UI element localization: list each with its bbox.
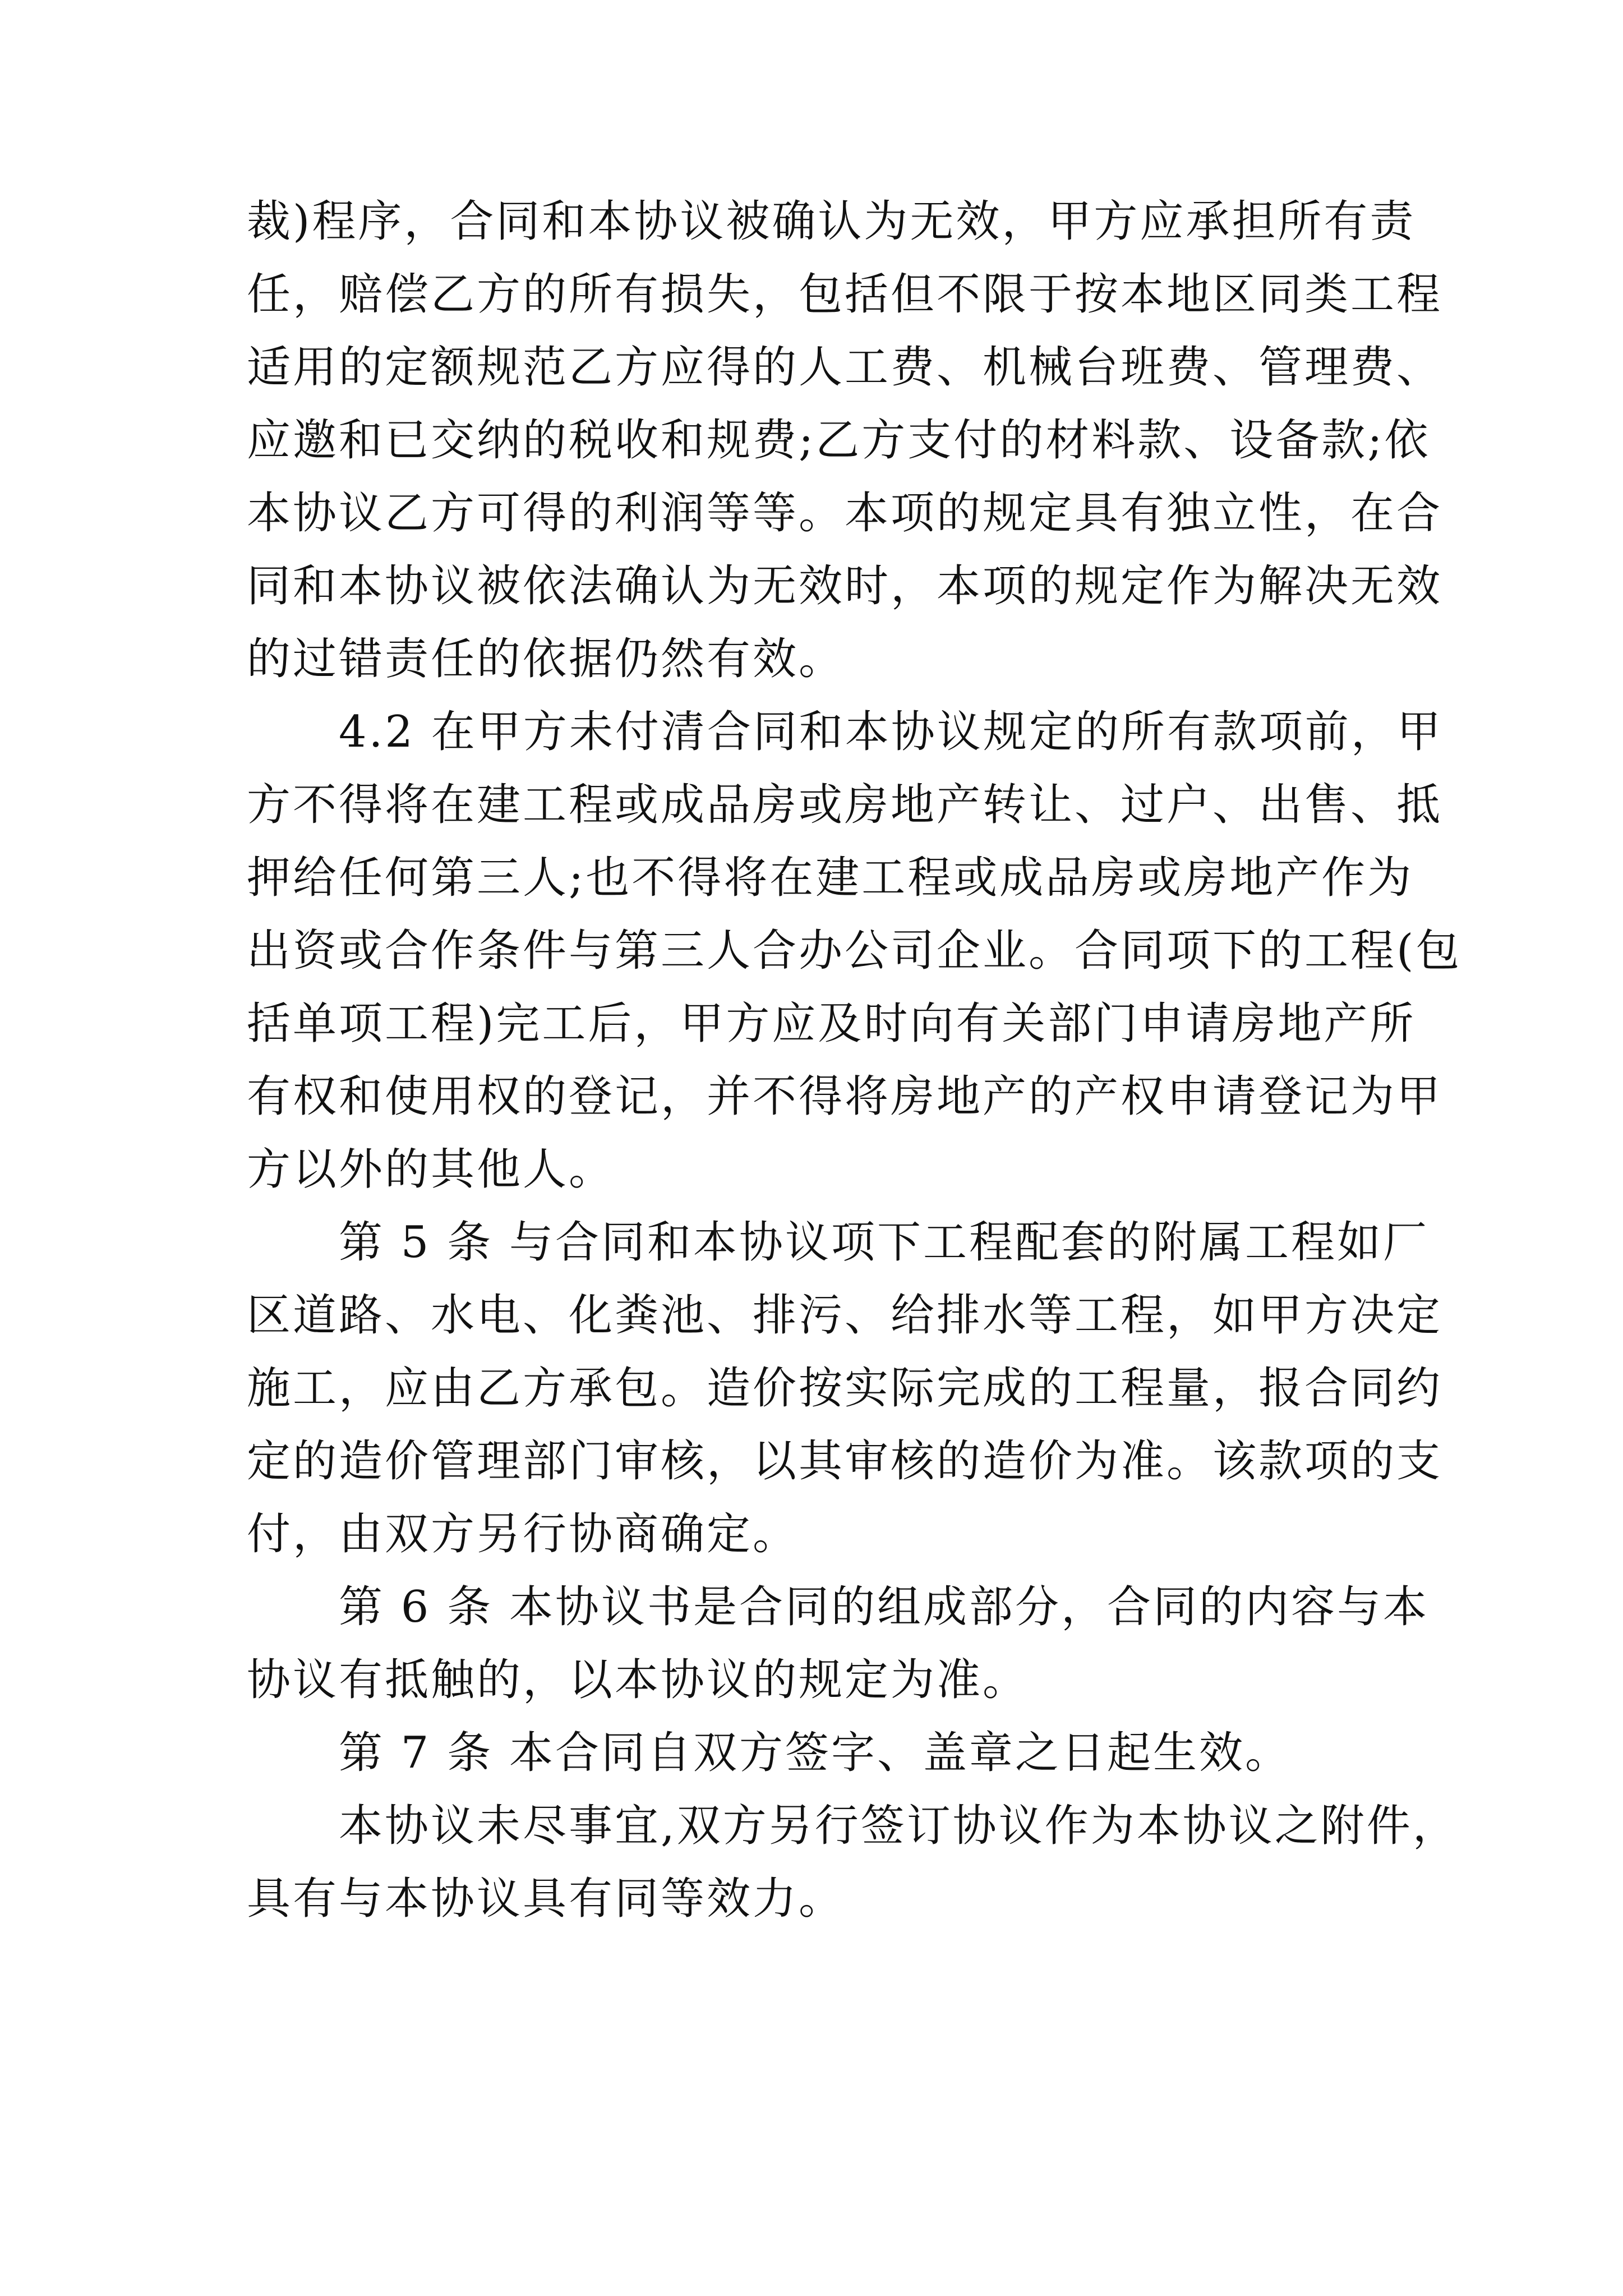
text-line: 括单项工程)完工后，甲方应及时向有关部门申请房地产所: [247, 999, 1416, 1049]
contract-text: [247, 185, 1462, 1935]
text-line: 适用的定额规范乙方应得的人工费、机械台班费、管理费、: [247, 342, 1443, 393]
text-line: 方不得将在建工程或成品房或房地产转让、过户、出售、抵: [247, 780, 1443, 830]
text-line: 具有与本协议具有同等效力。: [247, 1874, 845, 1924]
text-line: 方以外的其他人。: [247, 1144, 615, 1195]
text-line: 同和本协议被依法确认为无效时，本项的规定作为解决无效: [247, 561, 1443, 611]
text-line: 第 5 条 与合同和本协议项下工程配套的附属工程如厂: [247, 1217, 1430, 1268]
text-line: 应邀和已交纳的税收和规费;乙方支付的材料款、设备款;依: [247, 415, 1431, 466]
text-line: 的过错责任的依据仍然有效。: [247, 634, 845, 684]
text-line: 出资或合作条件与第三人合办公司企业。合同项下的工程(包: [247, 926, 1462, 976]
text-line: 付，由双方另行协商确定。: [247, 1509, 799, 1559]
text-line: 裁)程序，合同和本协议被确认为无效，甲方应承担所有责: [247, 196, 1416, 247]
text-line: 协议有抵触的，以本协议的规定为准。: [247, 1655, 1029, 1705]
text-line: 本协议乙方可得的利润等等。本项的规定具有独立性，在合: [247, 488, 1443, 539]
text-line: 本协议未尽事宜,双方另行签订协议作为本协议之附件，: [247, 1801, 1459, 1851]
text-line: 第 7 条 本合同自双方签字、盖章之日起生效。: [247, 1728, 1292, 1778]
text-line: 区道路、水电、化粪池、排污、给排水等工程，如甲方决定: [247, 1290, 1443, 1341]
text-line: 定的造价管理部门审核，以其审核的造价为准。该款项的支: [247, 1436, 1443, 1487]
text-line: 第 6 条 本协议书是合同的组成部分，合同的内容与本: [247, 1582, 1430, 1632]
text-line: 4.2 在甲方未付清合同和本协议规定的所有款项前，甲: [247, 707, 1443, 757]
text-line: 有权和使用权的登记，并不得将房地产的产权申请登记为甲: [247, 1071, 1443, 1122]
text-line: 押给任何第三人;也不得将在建工程或成品房或房地产作为: [247, 853, 1414, 903]
text-line: 任，赔偿乙方的所有损失，包括但不限于按本地区同类工程: [247, 269, 1443, 320]
text-line: 施工，应由乙方承包。造价按实际完成的工程量，报合同约: [247, 1363, 1443, 1414]
